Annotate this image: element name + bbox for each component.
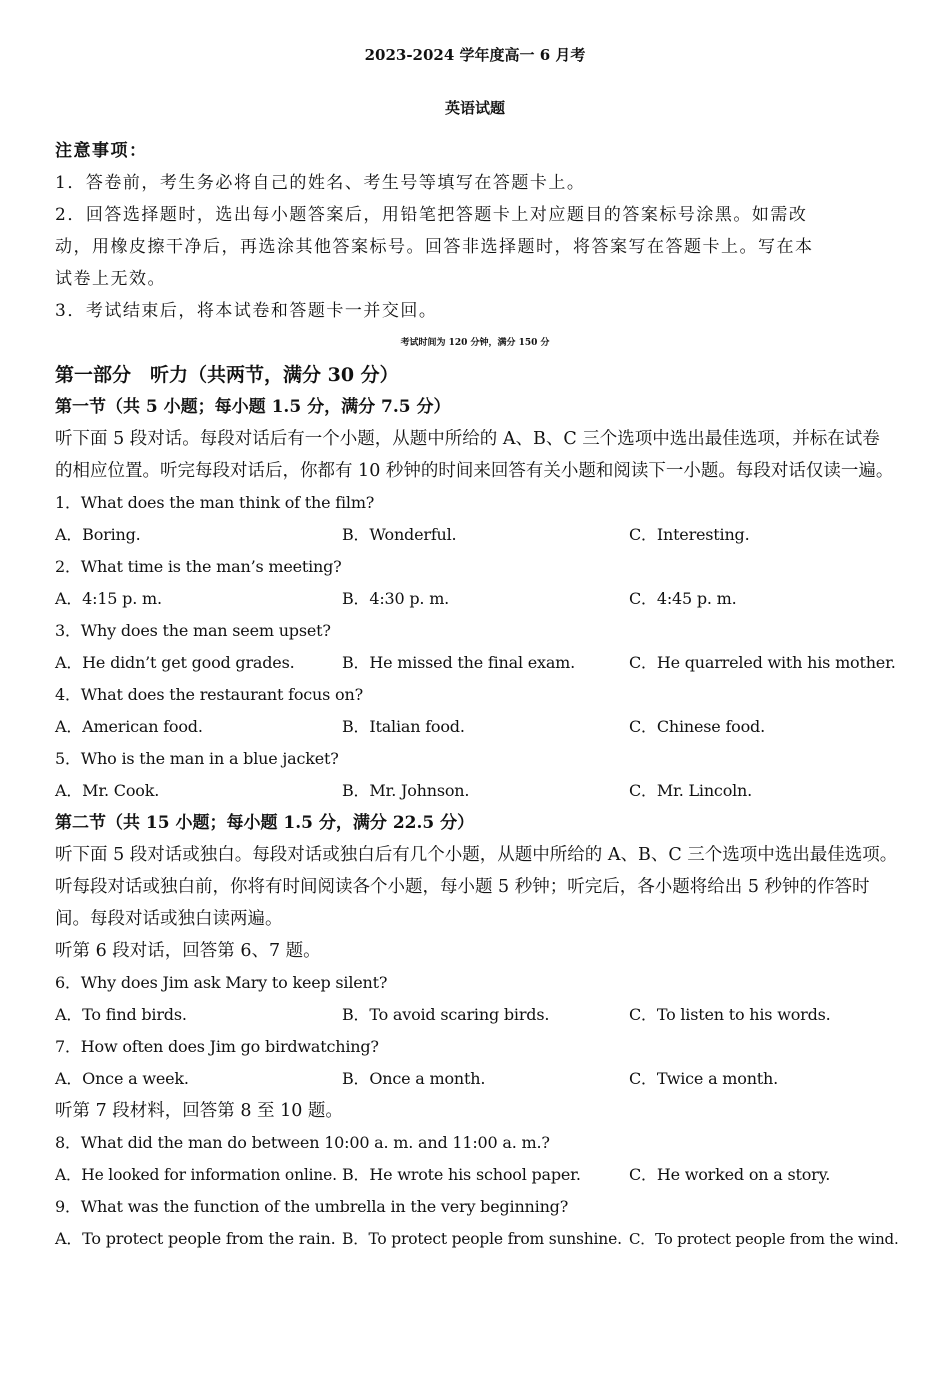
option-a: A．Once a week. — [55, 1069, 189, 1088]
exam-title: 2023-2024 学年度高一 6 月考 — [364, 46, 586, 64]
group-instruction: 听第 6 段对话，回答第 6、7 题。 — [55, 941, 321, 961]
exam-info: 考试时间为 120 分钟，满分 150 分 — [400, 338, 550, 348]
notice-line: 1．答卷前，考生务必将自己的姓名、考生号等填写在答题卡上。 — [55, 173, 586, 193]
notice-line: 3．考试结束后，将本试卷和答题卡一并交回。 — [55, 301, 438, 321]
question-4: 4．What does the restaurant focus on? — [55, 685, 363, 704]
option-c: C．To protect people from the wind. — [629, 1230, 899, 1248]
option-b: B．Wonderful. — [342, 525, 457, 544]
group-instruction: 听第 7 段材料，回答第 8 至 10 题。 — [55, 1101, 343, 1121]
directions-line: 间。每段对话或独白读两遍。 — [55, 909, 283, 929]
question-7: 7．How often does Jim go birdwatching? — [55, 1037, 379, 1056]
option-b: B．To protect people from sunshine. — [342, 1230, 622, 1248]
question-5: 5．Who is the man in a blue jacket? — [55, 749, 339, 768]
option-c: C．He quarreled with his mother. — [629, 653, 896, 672]
notice-line: 试卷上无效。 — [55, 269, 166, 289]
option-c: C．He worked on a story. — [629, 1165, 831, 1184]
option-c: C．Chinese food. — [629, 717, 765, 736]
option-a: A．Mr. Cook. — [55, 781, 160, 800]
section-title: 第一节（共 5 小题；每小题 1.5 分，满分 7.5 分） — [55, 397, 451, 417]
directions-line: 听每段对话或独白前，你将有时间阅读各个小题，每小题 5 秒钟；听完后，各小题将给出 5 秒钟的作答时 — [55, 877, 870, 897]
question-1: 1．What does the man think of the film? — [55, 493, 375, 512]
option-c: C．Interesting. — [629, 525, 750, 544]
option-a: A．He didn’t get good grades. — [55, 653, 295, 672]
directions-line: 听下面 5 段对话或独白。每段对话或独白后有几个小题，从题中所给的 A、B、C 三个选项中选出最佳选项。 — [55, 845, 898, 865]
option-c: C．Mr. Lincoln. — [629, 781, 753, 800]
option-a: A．To find birds. — [55, 1005, 187, 1024]
option-a: A．Boring. — [55, 525, 141, 544]
option-c: C．Twice a month. — [629, 1069, 779, 1088]
notice-heading: 注意事项： — [55, 141, 148, 161]
option-b: B．He wrote his school paper. — [342, 1165, 581, 1184]
option-b: B．Mr. Johnson. — [342, 781, 470, 800]
option-b: B．4:30 p. m. — [342, 589, 450, 608]
option-b: B．Italian food. — [342, 717, 465, 736]
option-b: B．Once a month. — [342, 1069, 486, 1088]
option-a: A．To protect people from the rain. — [55, 1229, 336, 1248]
option-c: C．4:45 p. m. — [629, 589, 737, 608]
question-8: 8．What did the man do between 10:00 a. m. and 11:00 a. m.? — [55, 1133, 550, 1152]
question-3: 3．Why does the man seem upset? — [55, 621, 331, 640]
directions-line: 听下面 5 段对话。每段对话后有一个小题，从题中所给的 A、B、C 三个选项中选出最佳选项，并标在试卷 — [55, 429, 880, 449]
part-title: 第一部分 听力（共两节，满分 30 分） — [55, 364, 399, 386]
notice-line: 2．回答选择题时，选出每小题答案后，用铅笔把答题卡上对应题目的答案标号涂黑。如需改 — [55, 205, 808, 225]
option-a: A．American food. — [55, 717, 203, 736]
option-a: A．4:15 p. m. — [55, 589, 162, 608]
question-2: 2．What time is the man’s meeting? — [55, 557, 342, 576]
option-b: B．He missed the final exam. — [342, 653, 576, 672]
option-c: C．To listen to his words. — [629, 1005, 831, 1024]
question-9: 9．What was the function of the umbrella in the very beginning? — [55, 1197, 569, 1216]
exam-subtitle: 英语试题 — [444, 99, 505, 117]
question-6: 6．Why does Jim ask Mary to keep silent? — [55, 973, 388, 992]
section-title: 第二节（共 15 小题；每小题 1.5 分，满分 22.5 分） — [55, 813, 475, 833]
option-b: B．To avoid scaring birds. — [342, 1005, 550, 1024]
option-a: A．He looked for information online. — [55, 1166, 337, 1184]
notice-line: 动，用橡皮擦干净后，再选涂其他答案标号。回答非选择题时，将答案写在答题卡上。写在本 — [55, 237, 814, 257]
directions-line: 的相应位置。听完每段对话后，你都有 10 秒钟的时间来回答有关小题和阅读下一小题。每段对话仅读一遍。 — [55, 461, 894, 481]
